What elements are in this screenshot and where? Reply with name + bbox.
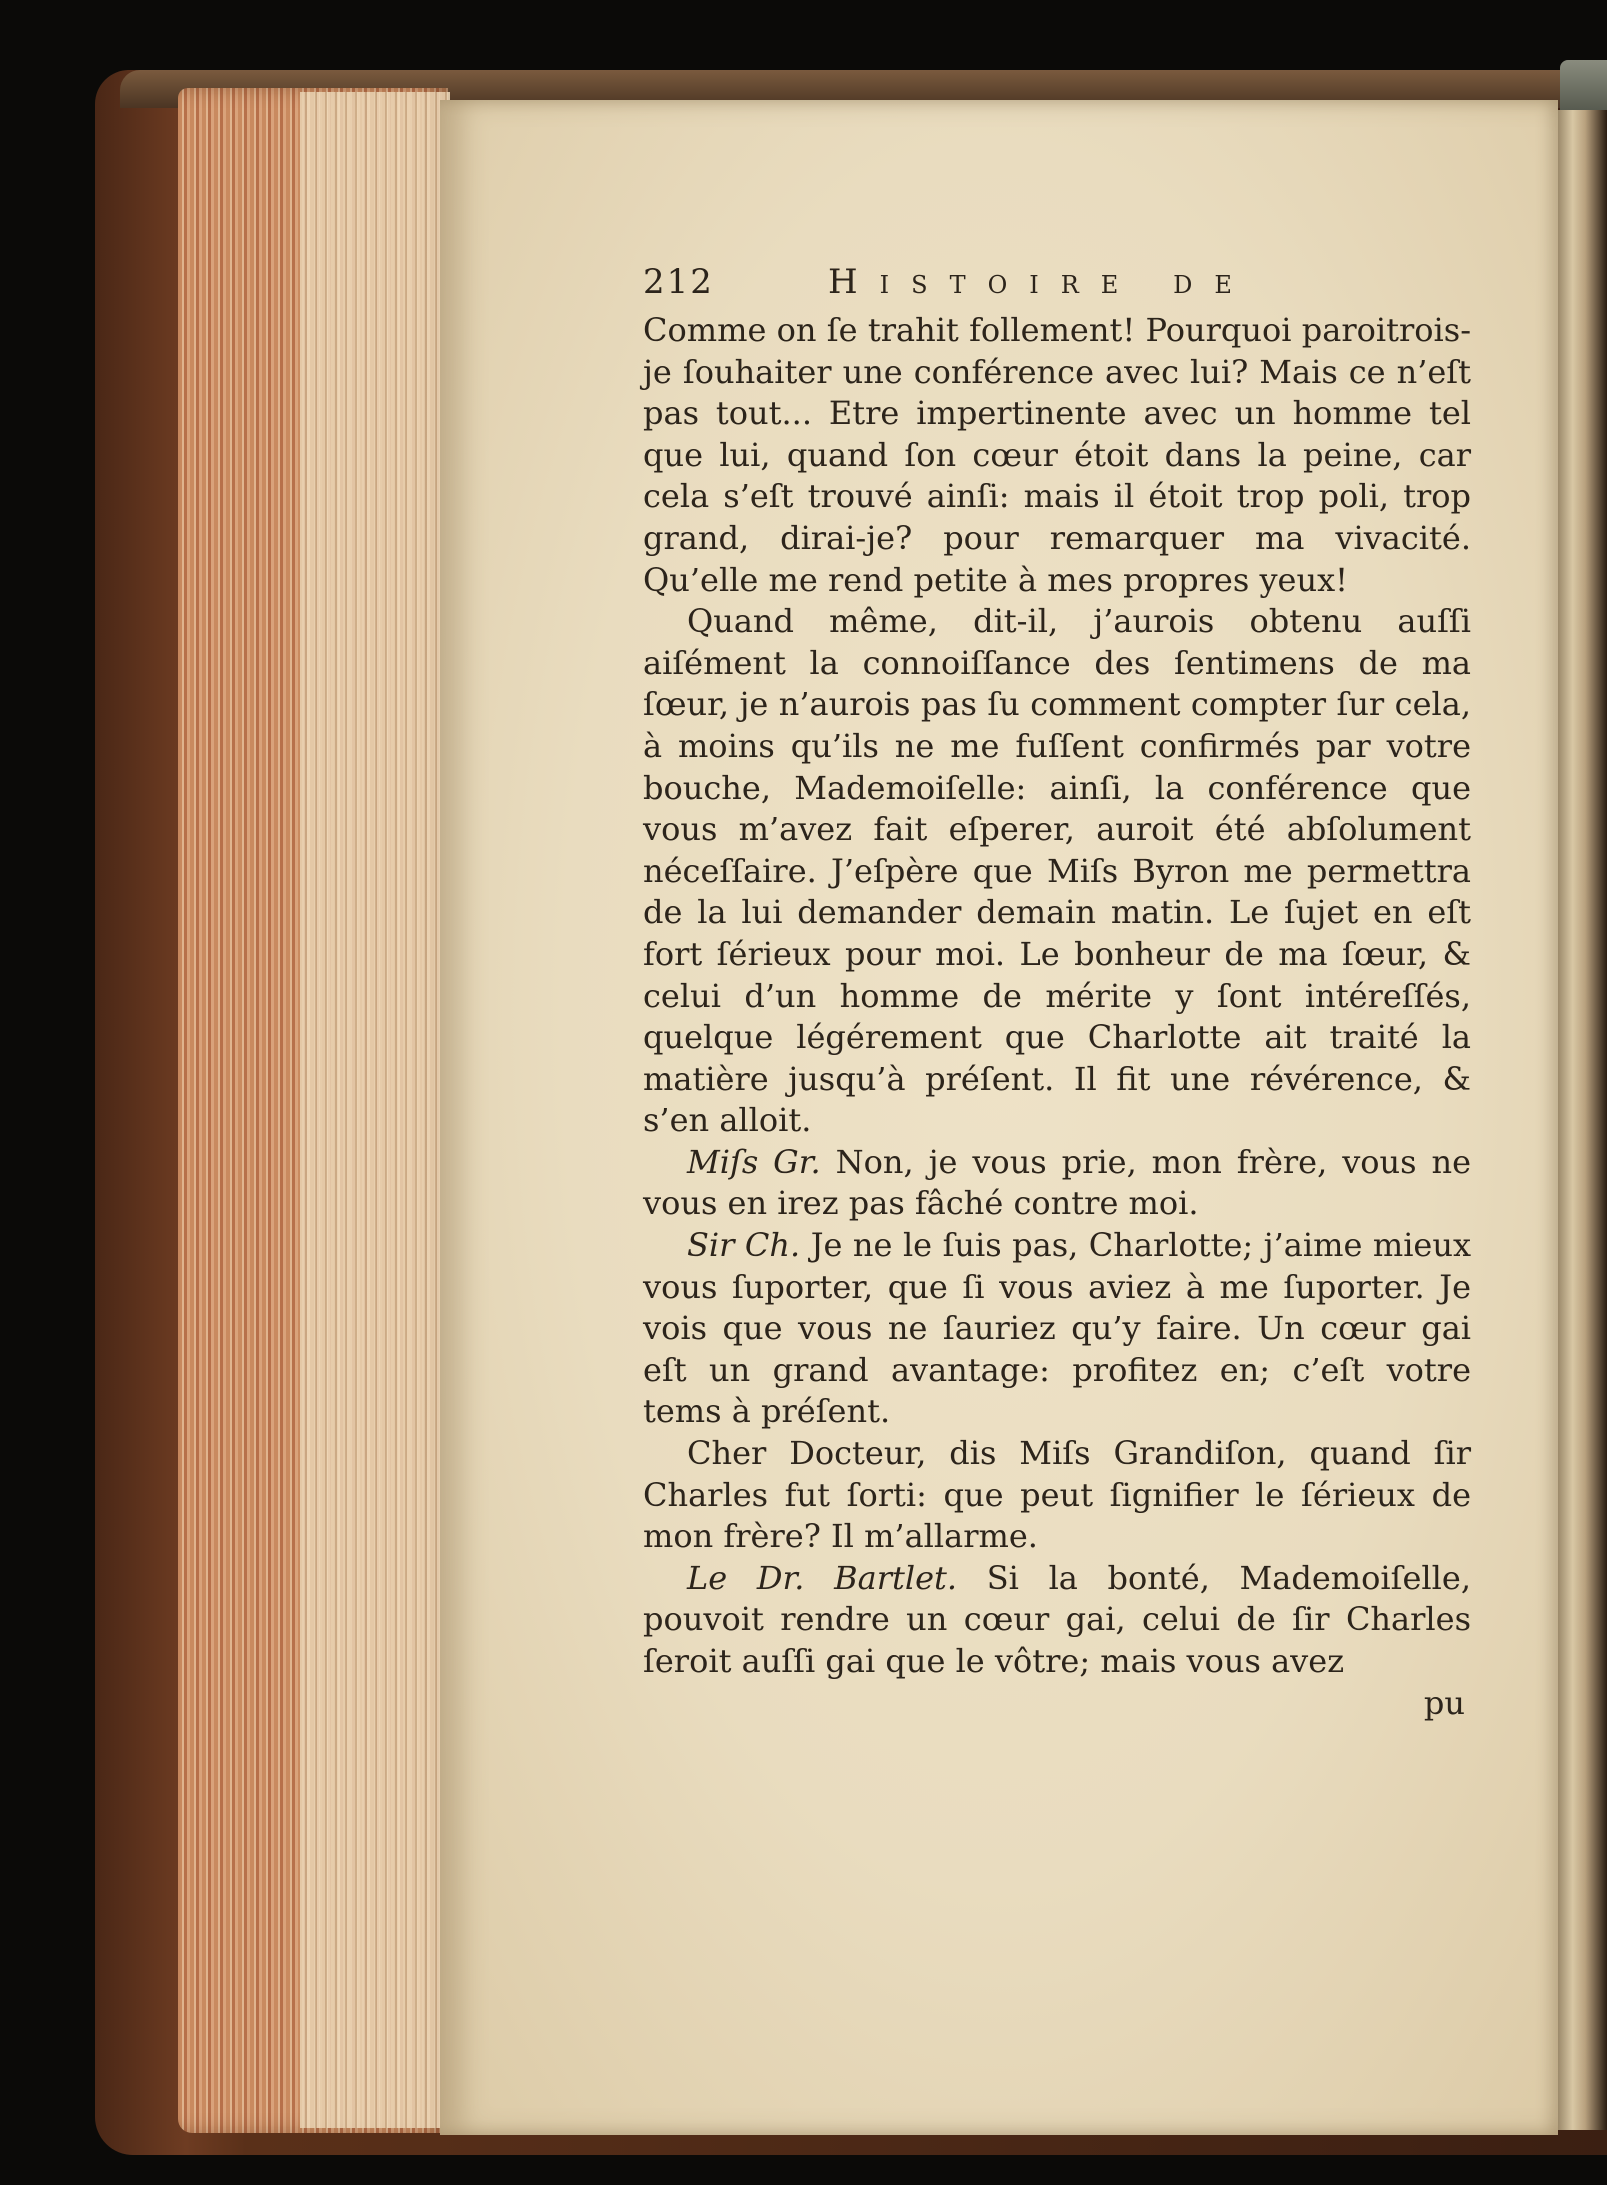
paragraph-text: Je ne le ſuis pas, Charlotte; j’aime mieux vous ſuporter, que ſi vous aviez à me ſuporter. Je vois que vous ne ſauriez qu’y faire. Un cœur gai eſt un grand avantage: profitez en; c’eſt votre tems à préſent.: [643, 1226, 1472, 1431]
dialogue-paragraph: [643, 1225, 1471, 1433]
dialogue-paragraph: [643, 1558, 1471, 1683]
facing-page-edge: [1558, 110, 1607, 2130]
page-edges-inner: [300, 92, 450, 2128]
paragraph-text: Cher Docteur, dis Miſs Grandiſon, quand ſir Charles fut ſorti: que peut ſignifier le ſérieux de mon frère? Il m’allarme.: [643, 1434, 1471, 1556]
body-text: [643, 310, 1471, 1683]
text-block: [643, 262, 1471, 1724]
running-head: [643, 262, 1471, 310]
paragraph: [643, 1433, 1471, 1558]
speaker-name: Le Dr. Bartlet.: [687, 1558, 958, 1597]
paragraph-text: Quand même, dit-il, j’aurois obtenu auſſi aiſément la connoiſſance des ſentimens de ma ſœur, je n’aurois pas ſu comment compter ſur cela, à moins qu’ils ne me fuſſent confirmés par votre bouche, Mademoiſelle: ainſi, la conférence que vous m’avez fait eſperer, auroit été abſolument néceſſaire. J’eſpère que Miſs Byron me permettra de la lui demander demain matin. Le ſujet en eſt fort ſérieux pour moi. Le bonheur de ma ſœur, & celui d’un homme de mérite y ſont intéreſſés, quelque légérement que Charlotte ait traité la matière jusqu’à préſent. Il fit une révérence, & s’en alloit.: [643, 602, 1471, 1140]
paragraph: [643, 310, 1471, 601]
paragraph-text: Comme on ſe trahit follement! Pourquoi paroitrois-je ſouhaiter une conférence avec lui? Mais ce n’eſt pas tout... Etre impertinente avec un homme tel que lui, quand ſon cœur étoit dans la peine, car cela s’eſt trouvé ainſi: mais il étoit trop poli, trop grand, dirai-je? pour remarquer ma vivacité. Qu’elle me rend petite à mes propres yeux!: [643, 311, 1471, 599]
paragraph-text: Si la bonté, Mademoiſelle, pouvoit rendre un cœur gai, celui de ſir Charles ſeroit auſſi gai que le vôtre; mais vous avez: [643, 1558, 1472, 1680]
page-number: 212: [643, 262, 714, 302]
paragraph-text: Non, je vous prie, mon frère, vous ne vous en irez pas fâché contre moi.: [643, 1142, 1472, 1223]
speaker-name: Miſs Gr.: [687, 1142, 821, 1181]
paragraph: [643, 601, 1471, 1142]
running-head-title: Histoire de: [828, 262, 1254, 302]
speaker-name: Sir Ch.: [687, 1226, 801, 1265]
dialogue-paragraph: [643, 1142, 1471, 1225]
catchword: pu: [1423, 1683, 1465, 1722]
